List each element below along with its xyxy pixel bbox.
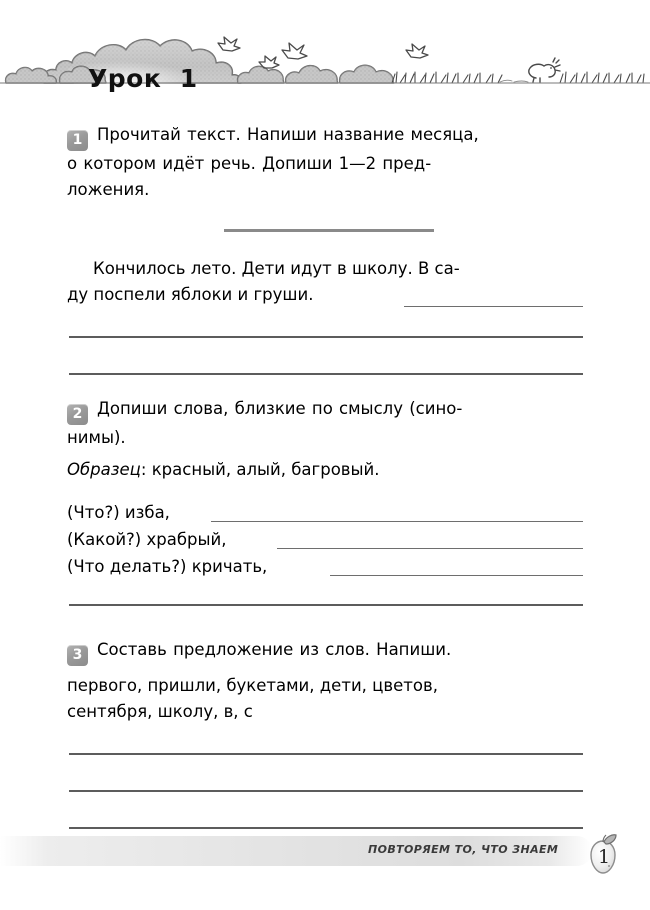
task-1-passage (67, 256, 583, 308)
grass-icon (392, 72, 644, 83)
task-3-words-line-1: первого, пришли, букетами, дети, цветов, (67, 676, 438, 695)
task-3-answer-rule-3[interactable] (69, 827, 583, 829)
page-title: Урок 1 (88, 64, 198, 93)
task-2-answer-rule-1[interactable] (211, 521, 583, 522)
task-3-answer-rule-1[interactable] (69, 753, 583, 755)
task-1-number-badge: 1 (67, 130, 88, 151)
bird-icon (529, 58, 560, 82)
task-2-prompt-1: (Что?) изба, (67, 503, 170, 522)
task-2-example (67, 457, 583, 483)
task-2-instruction-line-2: нимы). (67, 428, 126, 447)
task-1-month-answer-rule[interactable] (224, 229, 434, 232)
task-2-instruction-line-1: Допиши слова, близкие по смыслу (сино- (97, 399, 463, 418)
task-3-word-bank (67, 673, 583, 725)
task-1-instruction-line-1: Прочитай текст. Напиши название месяца, (97, 125, 479, 144)
task-1-answer-rule-2[interactable] (69, 336, 583, 338)
task-3-instruction-line-1: Составь предложение из слов. Напиши. (97, 640, 452, 659)
butterfly-icon (218, 37, 428, 68)
task-1-passage-text (67, 256, 583, 308)
task-2-answer-rule-4[interactable] (69, 604, 583, 606)
task-1-instruction-line-2: о котором идёт речь. Допиши 1—2 пред- (67, 154, 432, 173)
task-3 (67, 637, 583, 666)
task-3-instruction (67, 637, 583, 666)
task-1-answer-rule-inline[interactable] (404, 306, 583, 307)
task-1-instruction-line-3: ложения. (67, 180, 150, 199)
task-1-passage-line-2: ду поспели яблоки и груши. (67, 285, 314, 304)
task-3-number-badge: 3 (67, 645, 88, 666)
task-2-instruction (67, 396, 583, 451)
footer-section-label: ПОВТОРЯЕМ ТО, ЧТО ЗНАЕМ (368, 843, 559, 856)
task-3-words-line-2: сентября, школу, в, с (67, 702, 253, 721)
task-2-prompt-row-2 (67, 527, 583, 553)
task-2-answer-rule-2[interactable] (277, 548, 583, 549)
task-2-number-badge: 2 (67, 404, 88, 425)
task-1-instruction (67, 122, 583, 203)
task-1-answer-rule-3[interactable] (69, 373, 583, 375)
task-1-passage-line-1: Кончилось лето. Дети идут в школу. В са- (93, 259, 460, 278)
task-1 (67, 122, 583, 203)
task-2-answer-rule-3[interactable] (330, 575, 583, 576)
task-2 (67, 396, 583, 451)
bushes-icon (6, 40, 394, 96)
task-3-answer-rule-2[interactable] (69, 790, 583, 792)
task-2-prompt-2: (Какой?) храбрый, (67, 530, 227, 549)
task-2-example-text: : красный, алый, багровый. (140, 460, 380, 479)
task-2-example-label: Образец (67, 460, 141, 479)
page-number: 1 (597, 846, 611, 868)
task-2-prompt-row-3 (67, 554, 583, 580)
task-2-prompt-row-1 (67, 500, 583, 526)
task-2-prompt-3: (Что делать?) кричать, (67, 557, 268, 576)
